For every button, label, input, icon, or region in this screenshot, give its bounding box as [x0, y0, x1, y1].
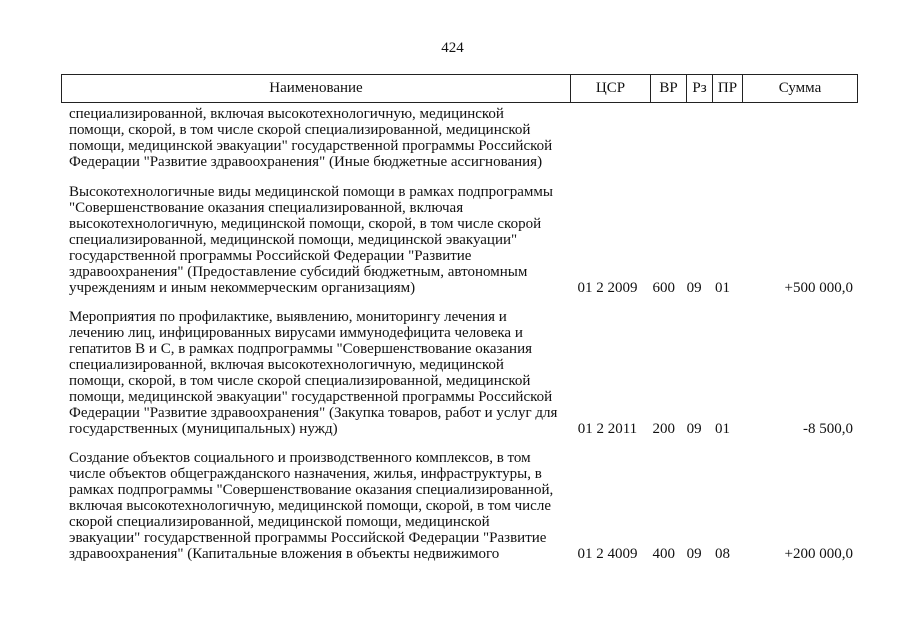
- row-sum: -8 500,0: [803, 421, 854, 437]
- header-sum: Сумма: [743, 75, 858, 103]
- row-name-line: помощи, медицинской эвакуации" государственной программы Российской: [69, 389, 553, 405]
- row-sum: +200 000,0: [784, 546, 854, 562]
- page-number: 424: [441, 40, 464, 56]
- row-name: [61, 309, 564, 437]
- row-csr: 01 2 2009: [577, 280, 638, 296]
- row-pr: 01: [715, 280, 730, 296]
- row-csr: 01 2 4009: [577, 546, 638, 562]
- row-name-line: высокотехнологичную, медицинской помощи, скорой, в том числе скорой: [69, 216, 542, 232]
- row-pr: 01: [715, 421, 730, 437]
- row-vr: 600: [652, 280, 675, 296]
- row-rz: 09: [686, 280, 702, 296]
- table-row: [61, 309, 857, 437]
- row-name: [61, 450, 564, 562]
- row-name-line: специализированной, включая высокотехнологичную, медицинской: [69, 357, 504, 373]
- row-name-line: числе объектов общегражданского назначения, жилья, инфраструктуры, в: [69, 466, 542, 482]
- table-row: [61, 106, 857, 170]
- row-name-line: гепатитов В и С, в рамках подпрограммы "Совершенствование оказания: [69, 341, 533, 357]
- header-rz: Рз: [687, 75, 713, 103]
- row-rz: 09: [686, 421, 702, 437]
- row-name-line: специализированной, медицинской помощи, медицинской эвакуации": [69, 232, 518, 248]
- row-name: [61, 184, 564, 296]
- row-name-line: учреждениям и иным некоммерческим организациям): [69, 280, 416, 296]
- row-name-line: Федерации "Развитие здравоохранения" (Закупка товаров, работ и услуг для: [69, 405, 558, 421]
- row-name-line: помощи, скорой, в том числе скорой специализированной, медицинской: [69, 373, 531, 389]
- row-name-line: Высокотехнологичные виды медицинской помощи в рамках подпрограммы: [69, 184, 553, 200]
- row-rz: 09: [686, 546, 702, 562]
- row-name-line: включая высокотехнологичную, медицинской помощи, скорой, в том числе: [69, 498, 551, 514]
- header-name: Наименование: [62, 75, 571, 103]
- table-header: [61, 74, 858, 103]
- row-name-line: Мероприятия по профилактике, выявлению, мониторингу лечения и: [69, 309, 507, 325]
- row-name-line: государственных (муниципальных) нужд): [69, 421, 338, 437]
- header-pr: ПР: [713, 75, 743, 103]
- row-name-line: скорой специализированной, медицинской помощи, медицинской: [69, 514, 490, 530]
- row-name-line: "Совершенствование оказания специализированной, включая: [69, 200, 464, 216]
- header-vr: ВР: [651, 75, 687, 103]
- row-name-line: помощи, медицинской эвакуации" государственной программы Российской: [69, 138, 553, 154]
- row-sum: +500 000,0: [784, 280, 854, 296]
- header-csr: ЦСР: [571, 75, 651, 103]
- row-name: [61, 106, 564, 170]
- row-vr: 400: [652, 546, 675, 562]
- row-name-line: рамках подпрограммы "Совершенствование оказания специализированной,: [69, 482, 554, 498]
- row-name-line: здравоохранения" (Капитальные вложения в объекты недвижимого: [69, 546, 500, 562]
- row-csr: 01 2 2011: [577, 421, 638, 437]
- row-name-line: Создание объектов социального и производственного комплексов, в том: [69, 450, 531, 466]
- table-body: [61, 106, 857, 575]
- row-name-line: специализированной, включая высокотехнологичную, медицинской: [69, 106, 504, 122]
- table-row: [61, 450, 857, 562]
- table-row: [61, 184, 857, 296]
- row-pr: 08: [715, 546, 730, 562]
- row-name-line: здравоохранения" (Предоставление субсидий бюджетным, автономным: [69, 264, 528, 280]
- row-name-line: государственной программы Российской Федерации "Развитие: [69, 248, 472, 264]
- row-name-line: помощи, скорой, в том числе скорой специализированной, медицинской: [69, 122, 531, 138]
- row-name-line: Федерации "Развитие здравоохранения" (Иные бюджетные ассигнования): [69, 154, 543, 170]
- row-name-line: лечению лиц, инфицированных вирусами иммунодефицита человека и: [69, 325, 523, 341]
- row-vr: 200: [652, 421, 675, 437]
- row-name-line: эвакуации" государственной программы Российской Федерации "Развитие: [69, 530, 547, 546]
